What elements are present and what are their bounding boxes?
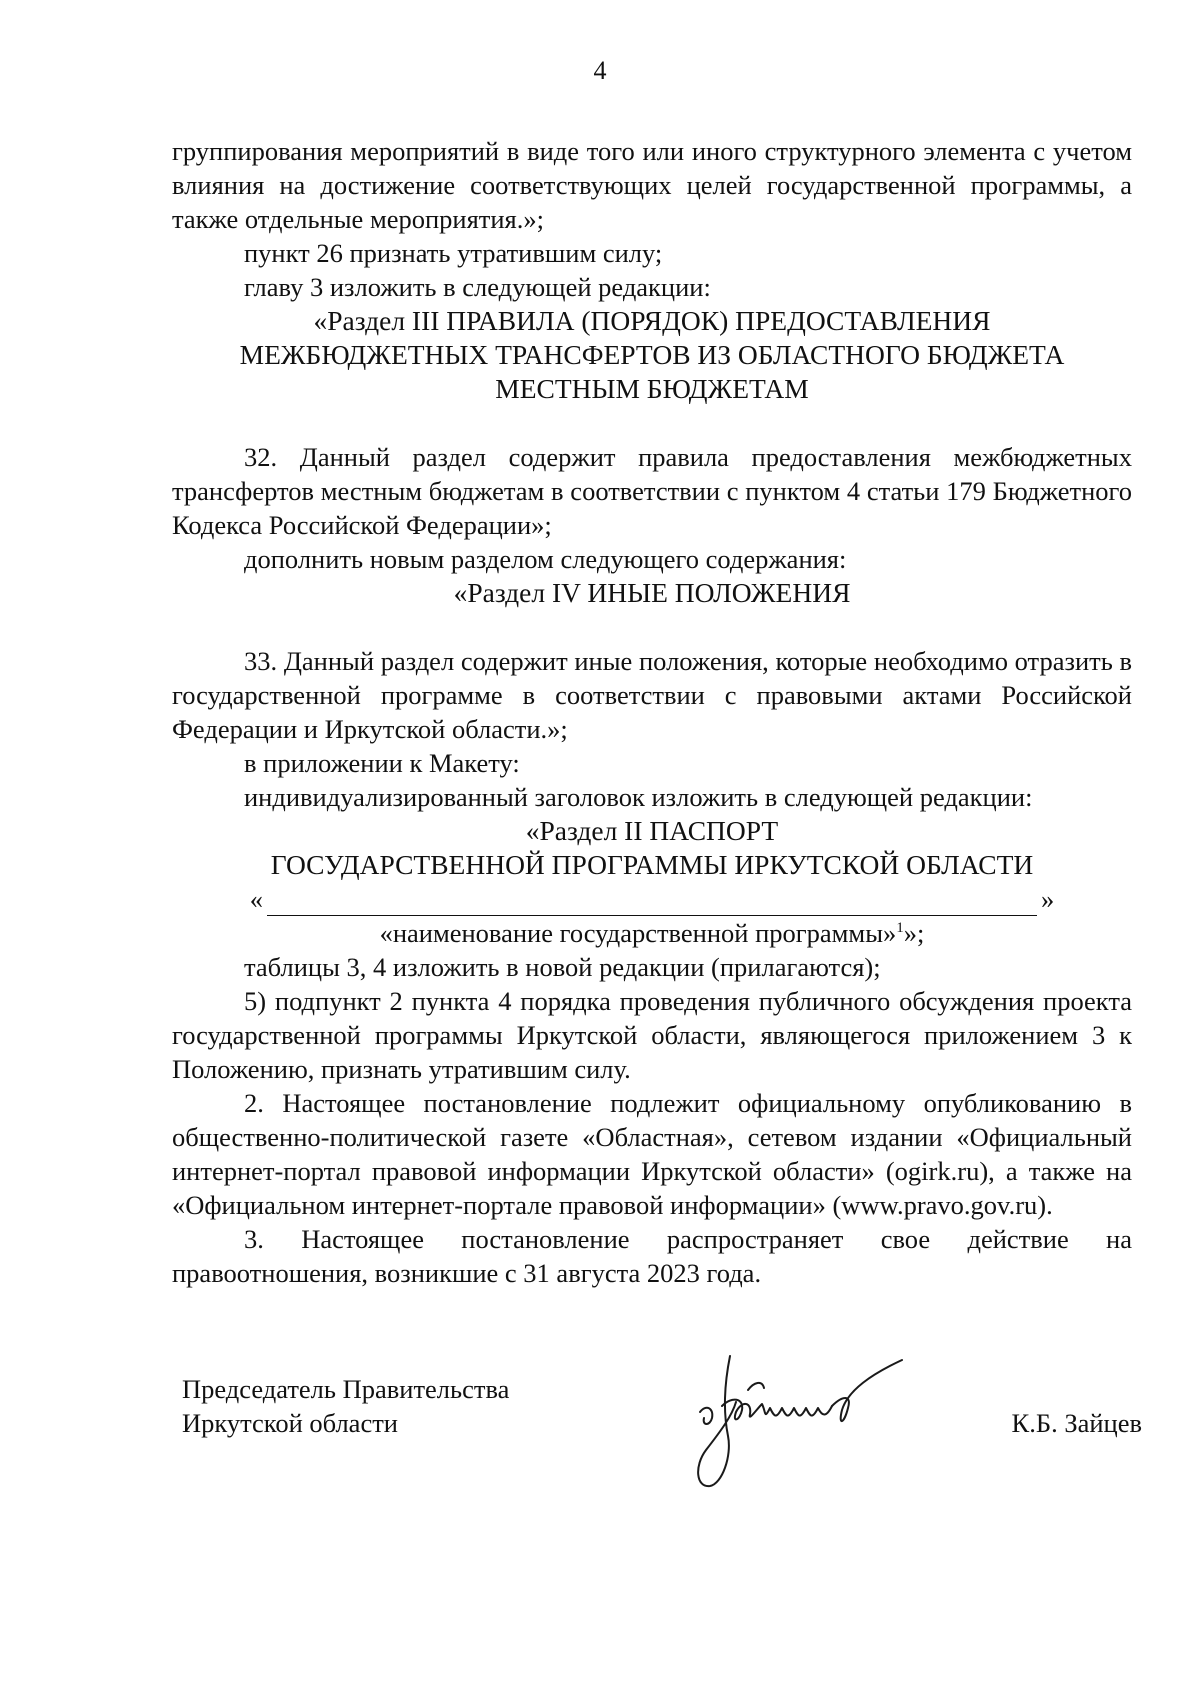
blank-open-quote: « xyxy=(249,884,263,914)
handwritten-signature-icon xyxy=(692,1346,952,1496)
signer-name: К.Б. Зайцев xyxy=(1011,1408,1142,1438)
section-3-heading-line-3: МЕСТНЫМ БЮДЖЕТАМ xyxy=(495,373,809,404)
paragraph-title-edit: индивидуализированный заголовок изложить в следующей редакции: xyxy=(244,782,1033,812)
document-body xyxy=(172,134,1132,1290)
paragraph-33: 33. Данный раздел содержит иные положения, которые необходимо отразить в государственной программе в соответствии с правовыми актами Российской Федерации и Иркутской области.»; xyxy=(172,646,1132,744)
paragraph-3: 3. Настоящее постановление распространяет свое действие на правоотношения, возникшие с 31 августа 2023 года. xyxy=(172,1224,1132,1288)
paragraph-tables: таблицы 3, 4 изложить в новой редакции (прилагаются); xyxy=(244,952,881,982)
paragraph-32: 32. Данный раздел содержит правила предоставления межбюджетных трансфертов местным бюджетам в соответствии с пунктом 4 статьи 179 Бюджетного Кодекса Российской Федерации»; xyxy=(172,442,1132,540)
program-name-blank xyxy=(172,882,1132,916)
spacer xyxy=(172,610,1132,644)
footnote-mark: 1 xyxy=(896,920,904,937)
blank-underline xyxy=(267,891,1037,916)
paragraph-add-section: дополнить новым разделом следующего содержания: xyxy=(244,544,847,574)
signer-title-line-2: Иркутской области xyxy=(182,1408,398,1438)
blank-caption-text: «наименование государственной программы» xyxy=(379,918,897,948)
paragraph-item-26: пункт 26 признать утратившим силу; xyxy=(244,238,663,268)
section-2-heading-line-2: ГОСУДАРСТВЕННОЙ ПРОГРАММЫ ИРКУТСКОЙ ОБЛАСТИ xyxy=(270,849,1034,880)
paragraph-chapter-3: главу 3 изложить в следующей редакции: xyxy=(244,272,711,302)
blank-caption xyxy=(172,916,1132,950)
paragraph-appendix: в приложении к Макету: xyxy=(244,748,520,778)
section-2-heading-line-1: «Раздел II ПАСПОРТ xyxy=(525,815,779,846)
signer-title-line-1: Председатель Правительства xyxy=(182,1374,510,1404)
section-3-heading-line-2: МЕЖБЮДЖЕТНЫХ ТРАНСФЕРТОВ ИЗ ОБЛАСТНОГО БЮДЖЕТА xyxy=(239,339,1065,370)
blank-caption-end: »; xyxy=(903,918,925,948)
paragraph-subitem-5: 5) подпункт 2 пункта 4 порядка проведения публичного обсуждения проекта государственной программы Иркутской области, являющегося приложением 3 к Положению, признать утратившим силу. xyxy=(172,986,1132,1084)
blank-close-quote: » xyxy=(1041,884,1055,914)
signer-title xyxy=(182,1372,509,1440)
paragraph-continuation: группирования мероприятий в виде того или иного структурного элемента с учетом влияния на достижение соответствующих целей государственной программы, а также отдельные мероприятия.»; xyxy=(172,136,1132,234)
section-4-heading: «Раздел IV ИНЫЕ ПОЛОЖЕНИЯ xyxy=(453,577,851,608)
paragraph-2: 2. Настоящее постановление подлежит официальному опубликованию в общественно-политической газете «Областная», сетевом издании «Официальный интернет-портал правовой информации Иркутской области» (ogirk.ru), а также на «Официальном интернет-портале правовой информации» (www.pravo.gov.ru). xyxy=(172,1088,1132,1220)
spacer xyxy=(172,406,1132,440)
page-number: 4 xyxy=(593,56,607,85)
section-3-heading-line-1: «Раздел III ПРАВИЛА (ПОРЯДОК) ПРЕДОСТАВЛЕНИЯ xyxy=(313,305,991,336)
